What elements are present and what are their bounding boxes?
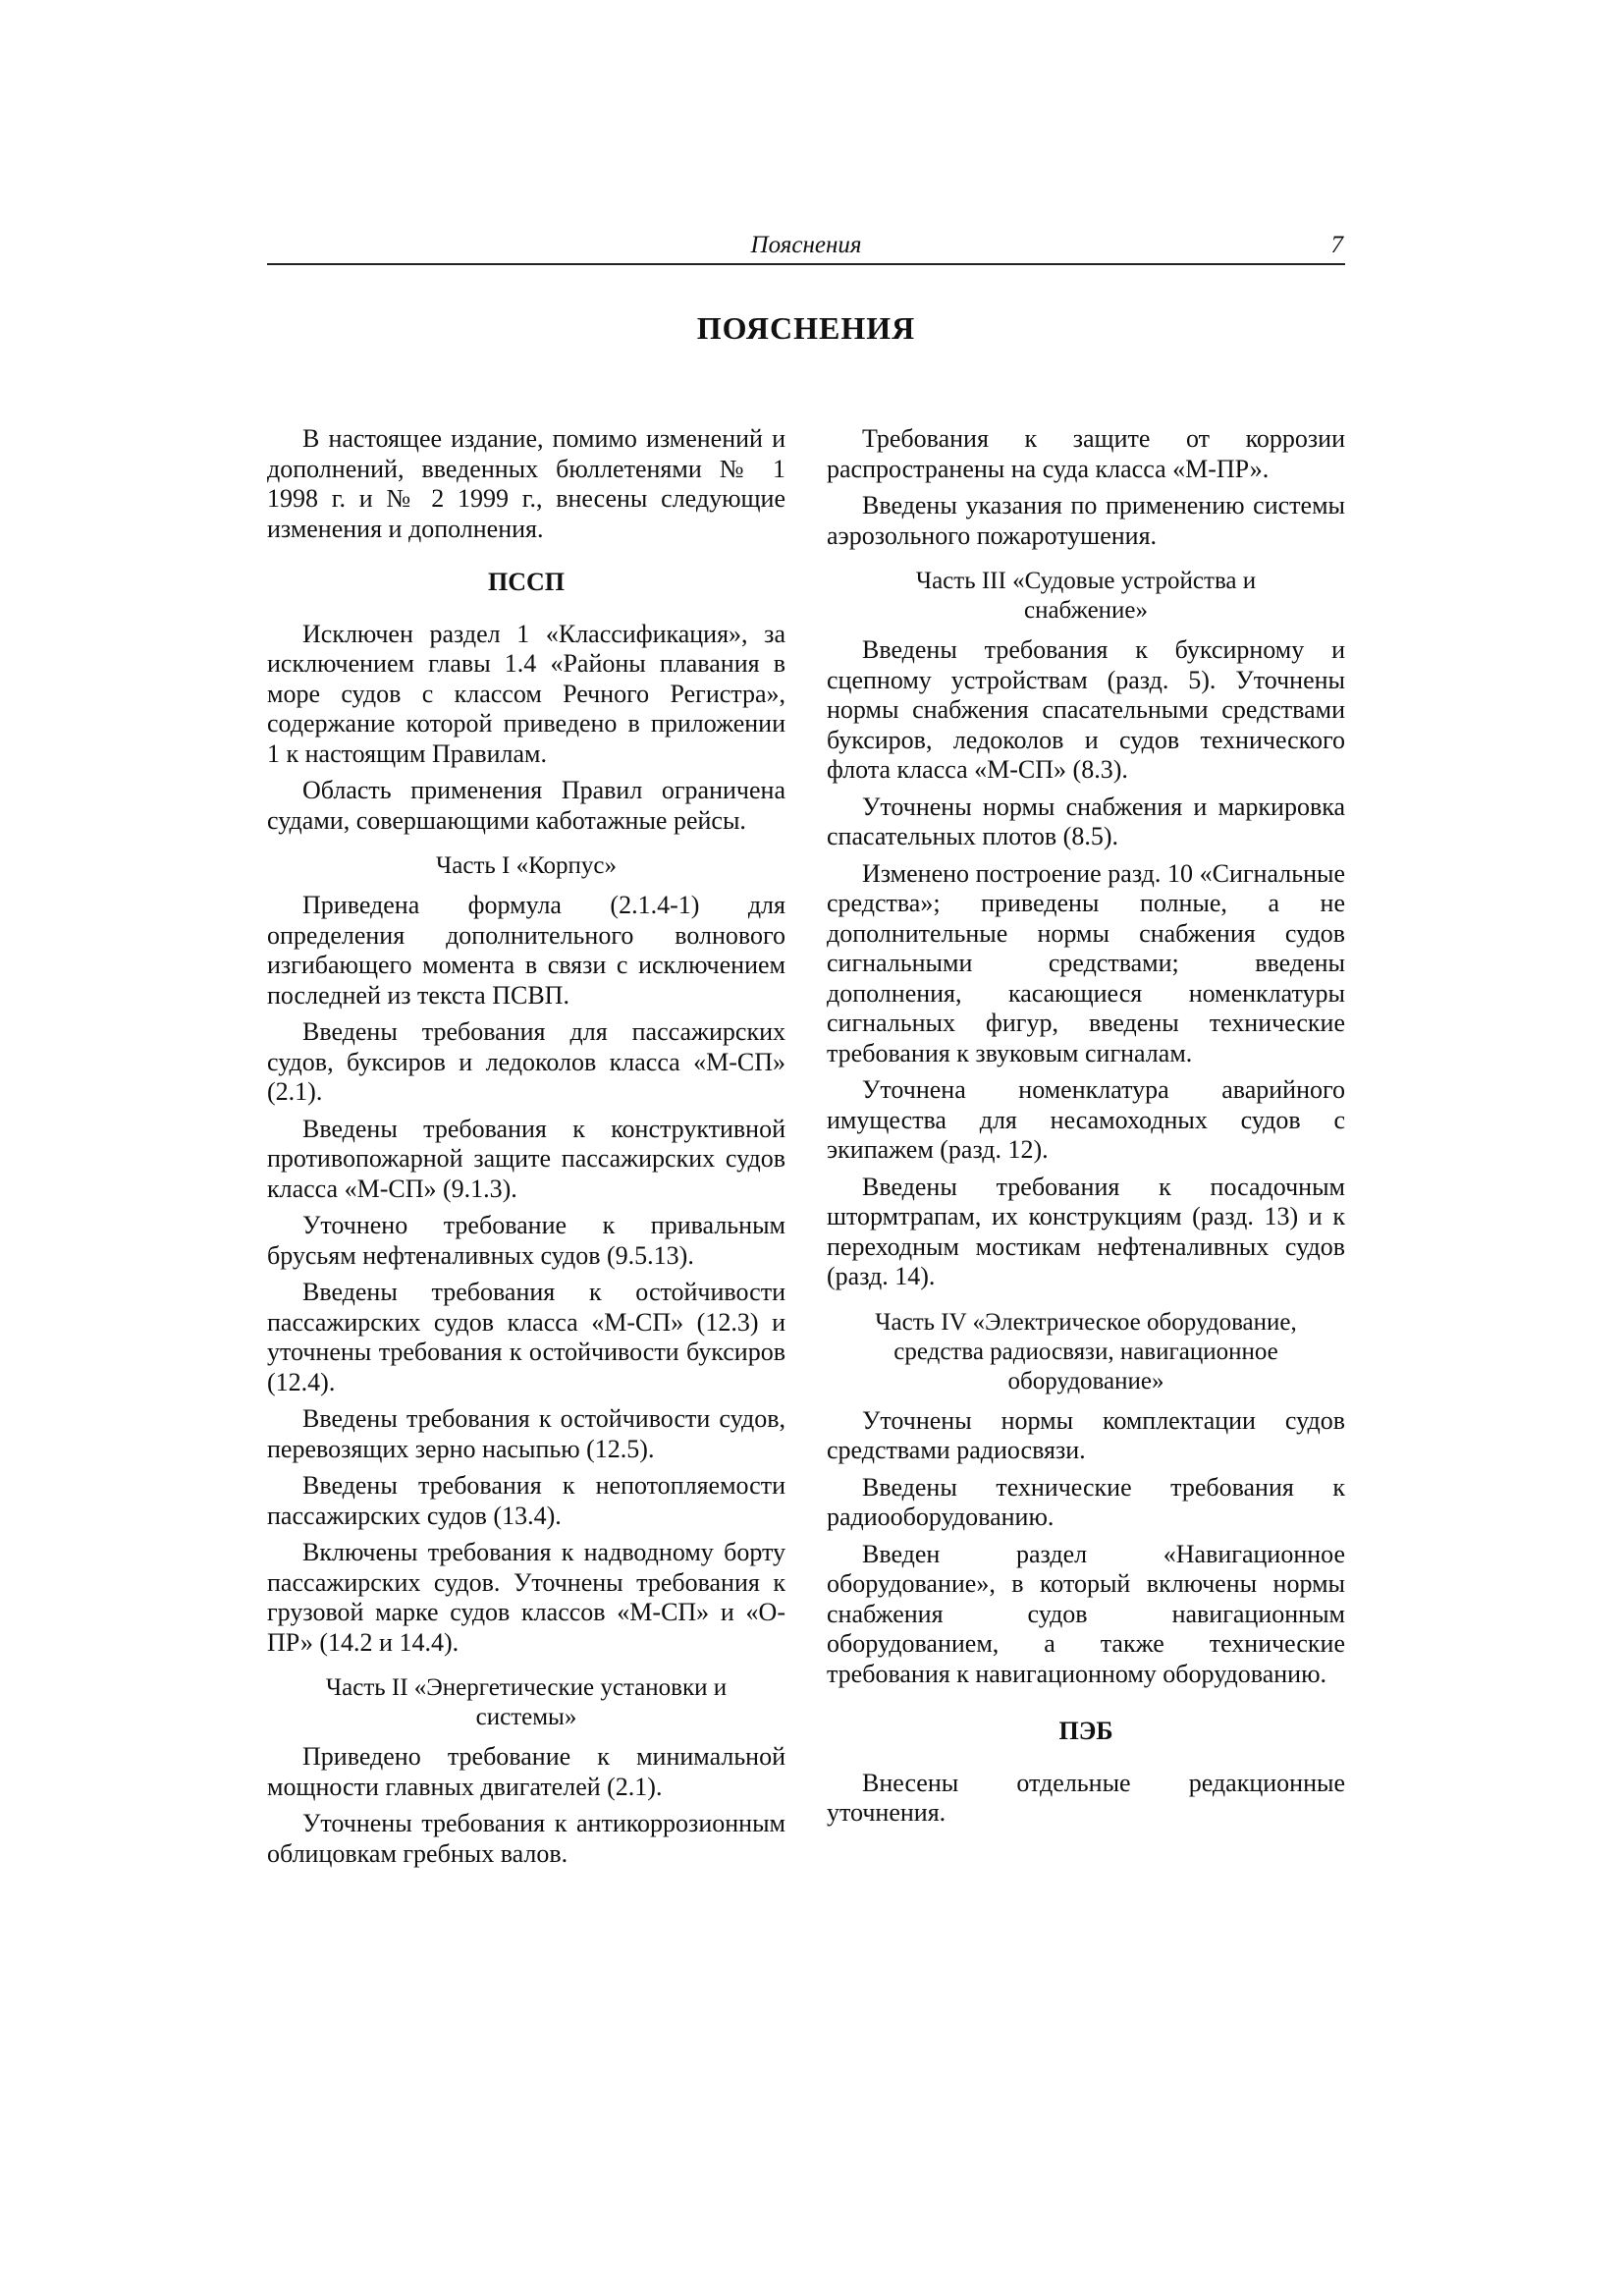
paragraph: Исключен раздел 1 «Классификация», за исключением главы 1.4 «Районы плавания в море судов с классом Речного Регистра», содержание которой приведено в приложении 1 к настоящим Правилам. [267, 619, 785, 768]
paragraph: Уточнены нормы комплектации судов средствами радиосвязи. [827, 1405, 1345, 1464]
section-title-pssp: ПССП [488, 568, 565, 596]
paragraph: Внесены отдельные редакционные уточнения. [827, 1768, 1345, 1827]
page-title: ПОЯСНЕНИЯ [696, 310, 916, 346]
paragraph: Приведено требование к минимальной мощности главных двигателей (2.1). [267, 1742, 785, 1801]
paragraph: Введены требования к остойчивости пассажирских судов класса «М-СП» (12.3) и уточнены требования к остойчивости буксиров (12.4). [267, 1278, 785, 1396]
paragraph: Введены требования к посадочным штормтрапам, их конструкциям (разд. 13) и к переходным мостикам нефтеналивных судов (разд. 14). [827, 1172, 1345, 1290]
paragraph: Требования к защите от коррозии распространены на суда класса «М-ПР». [827, 424, 1345, 483]
paragraph: Уточнена номенклатура аварийного имущества для несамоходных судов с экипажем (разд. 12). [827, 1075, 1345, 1164]
paragraph: Введены требования для пассажирских судов, буксиров и ледоколов класса «М-СП» (2.1). [267, 1017, 785, 1106]
running-title: Пояснения [750, 232, 862, 258]
paragraph: Введены требования к конструктивной противопожарной защите пассажирских судов класса «М-СП» (9.1.3). [267, 1114, 785, 1203]
paragraph: Уточнено требование к привальным брусьям нефтеналивных судов (9.5.13). [267, 1211, 785, 1270]
paragraph: Введен раздел «Навигационное оборудование», в который включены нормы снабжения судов навигационным оборудованием, а также технические требования к навигационному оборудованию. [827, 1539, 1345, 1688]
paragraph: Введены требования к непотопляемости пассажирских судов (13.4). [267, 1471, 785, 1530]
paragraph: Уточнены требования к антикоррозионным облицовкам гребных валов. [267, 1809, 785, 1868]
part-title-1: Часть I «Корпус» [436, 852, 617, 879]
section-title-peb: ПЭБ [1058, 1717, 1113, 1745]
paragraph: Включены требования к надводному борту пассажирских судов. Уточнены требования к грузовой марке судов классов «М-СП» и «О-ПР» (14.2 и 14.4). [267, 1538, 785, 1657]
paragraph: Введены технические требования к радиооборудованию. [827, 1472, 1345, 1531]
page-number: 7 [1330, 232, 1343, 258]
paragraph: Введены указания по применению системы аэрозольного пожаротушения. [827, 491, 1345, 550]
paragraph: Изменено построение разд. 10 «Сигнальные средства»; приведены полные, а не дополнительные нормы снабжения судов сигнальными средствами; введены дополнения, касающиеся номенклатуры сигнальных фигур, введены технические требования к звуковым сигналам. [827, 858, 1345, 1067]
running-header [267, 230, 1345, 265]
right-column [827, 424, 1345, 1835]
paragraph: Область применения Правил ограничена судами, совершающими каботажные рейсы. [267, 776, 785, 835]
left-column [267, 424, 785, 1876]
paragraph: Уточнены нормы снабжения и маркировка спасательных плотов (8.5). [827, 792, 1345, 850]
part-title-2: Часть II «Энергетические установки и системы» [325, 1674, 728, 1730]
part-title-3: Часть III «Судовые устройства и снабжение» [915, 568, 1257, 624]
paragraph: Приведена формула (2.1.4-1) для определения дополнительного волнового изгибающего момента в связи с исключением последней из текста ПСВП. [267, 891, 785, 1010]
paragraph: Введены требования к буксирному и сцепному устройствам (разд. 5). Уточнены нормы снабжения спасательными средствами буксиров, ледоколов и судов технического флота класса «М-СП» (8.3). [827, 635, 1345, 784]
paragraph: Введены требования к остойчивости судов, перевозящих зерно насыпью (12.5). [267, 1404, 785, 1463]
intro-paragraph: В настоящее издание, помимо изменений и дополнений, введенных бюллетенями № 1 1998 г. и № 2 1999 г., внесены следующие изменения и дополнения. [267, 424, 785, 543]
part-title-4: Часть IV «Электрическое оборудование, средства радиосвязи, навигационное оборудование» [875, 1308, 1297, 1394]
